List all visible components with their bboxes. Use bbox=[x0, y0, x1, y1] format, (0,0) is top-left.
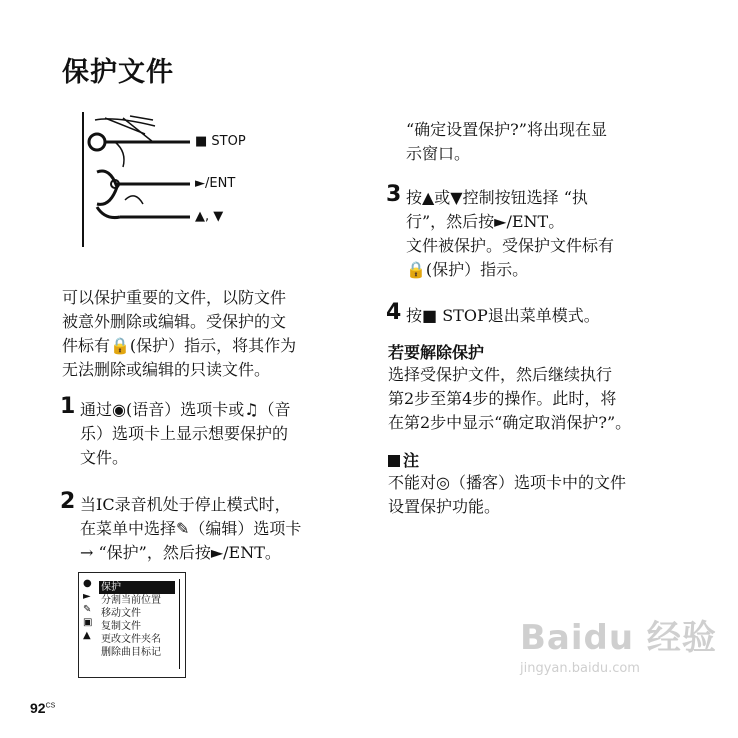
unprotect-line: 选择受保护文件，然后继续执行 bbox=[388, 365, 613, 384]
note-heading-text: 注 bbox=[403, 451, 420, 470]
menu-item: 移动文件 bbox=[101, 608, 141, 619]
step-line: 当IC录音机处于停止模式时， bbox=[80, 495, 291, 514]
step-line: → “保护”，然后按►/ENT。 bbox=[80, 543, 281, 562]
step-line: 🔒(保护）指示。 bbox=[406, 260, 529, 279]
unprotect-heading: 若要解除保护 bbox=[388, 343, 485, 362]
page-language-code: CS bbox=[45, 702, 56, 710]
menu-item: 分割当前位置 bbox=[101, 595, 161, 606]
up-down-button-label: ▲, ▼ bbox=[195, 209, 224, 224]
step-line: 按■ STOP退出菜单模式。 bbox=[406, 306, 600, 325]
step-line: 乐）选项卡上显示想要保护的 bbox=[80, 424, 289, 443]
intro-line: 可以保护重要的文件，以防文件 bbox=[62, 288, 287, 307]
step-number: 4 bbox=[386, 300, 402, 325]
note-section bbox=[388, 448, 708, 519]
step-2 bbox=[60, 489, 370, 565]
menu-item: 更改文件夹名 bbox=[101, 634, 161, 645]
step-number: 1 bbox=[60, 394, 76, 419]
menu-tab-icons bbox=[83, 577, 92, 642]
baidu-watermark bbox=[520, 610, 717, 676]
menu-scrollbar bbox=[179, 579, 183, 669]
step-1 bbox=[60, 394, 360, 470]
intro-paragraph bbox=[62, 286, 362, 382]
step-line: 通过◉(语音）选项卡或♫（音 bbox=[80, 400, 291, 419]
music-tab-icon: ► bbox=[83, 591, 91, 602]
note-icon bbox=[388, 455, 400, 467]
menu-item: 复制文件 bbox=[101, 621, 141, 632]
settings-tab-icon: ▣ bbox=[83, 617, 93, 628]
page-title: 保护文件 bbox=[62, 57, 174, 88]
step-number: 2 bbox=[60, 489, 76, 514]
step-line: 文件。 bbox=[80, 448, 129, 467]
intro-line: 被意外删除或编辑。受保护的文 bbox=[62, 312, 287, 331]
unprotect-section bbox=[388, 340, 718, 435]
edit-tab-icon: ✎ bbox=[83, 604, 92, 615]
watermark-logo-text: Baidu 经验 bbox=[520, 618, 717, 658]
note-heading bbox=[388, 448, 708, 471]
stop-button-label: ■ STOP bbox=[195, 134, 246, 149]
unprotect-line: 在第2步中显示“确定取消保护?”。 bbox=[388, 413, 632, 432]
note-line: 设置保护功能。 bbox=[388, 497, 501, 516]
step-line: “确定设置保护?”将出现在显 bbox=[406, 120, 607, 139]
menu-item-list bbox=[99, 581, 175, 659]
menu-item: 删除曲目标记 bbox=[101, 647, 161, 658]
step-number: 3 bbox=[386, 182, 402, 207]
step-3 bbox=[386, 182, 706, 282]
play-enter-button-label: ►/ENT bbox=[195, 176, 236, 191]
step-line: 行”，然后按►/ENT。 bbox=[406, 212, 565, 231]
intro-line: 件标有🔒(保护）指示，将其作为 bbox=[62, 336, 297, 355]
voice-tab-icon: ● bbox=[83, 578, 92, 589]
step-line: 文件被保护。受保护文件标有 bbox=[406, 236, 615, 255]
page-number bbox=[30, 700, 55, 716]
step-2-continued bbox=[406, 118, 706, 166]
watermark-url: jingyan.baidu.com bbox=[520, 661, 640, 676]
menu-item-selected: 保护 bbox=[99, 581, 175, 594]
podcast-tab-icon: ▲ bbox=[83, 630, 91, 641]
note-line: 不能对◎（播客）选项卡中的文件 bbox=[388, 473, 626, 492]
menu-screen-illustration bbox=[78, 572, 186, 678]
page-number-value: 92 bbox=[30, 700, 46, 716]
intro-line: 无法删除或编辑的只读文件。 bbox=[62, 360, 271, 379]
step-line: 在菜单中选择✎（编辑）选项卡 bbox=[80, 519, 302, 538]
step-line: 按▲或▼控制按钮选择 “执 bbox=[406, 188, 588, 207]
unprotect-line: 第2步至第4步的操作。此时，将 bbox=[388, 389, 617, 408]
step-line: 示窗口。 bbox=[406, 144, 471, 163]
step-4 bbox=[386, 300, 706, 328]
